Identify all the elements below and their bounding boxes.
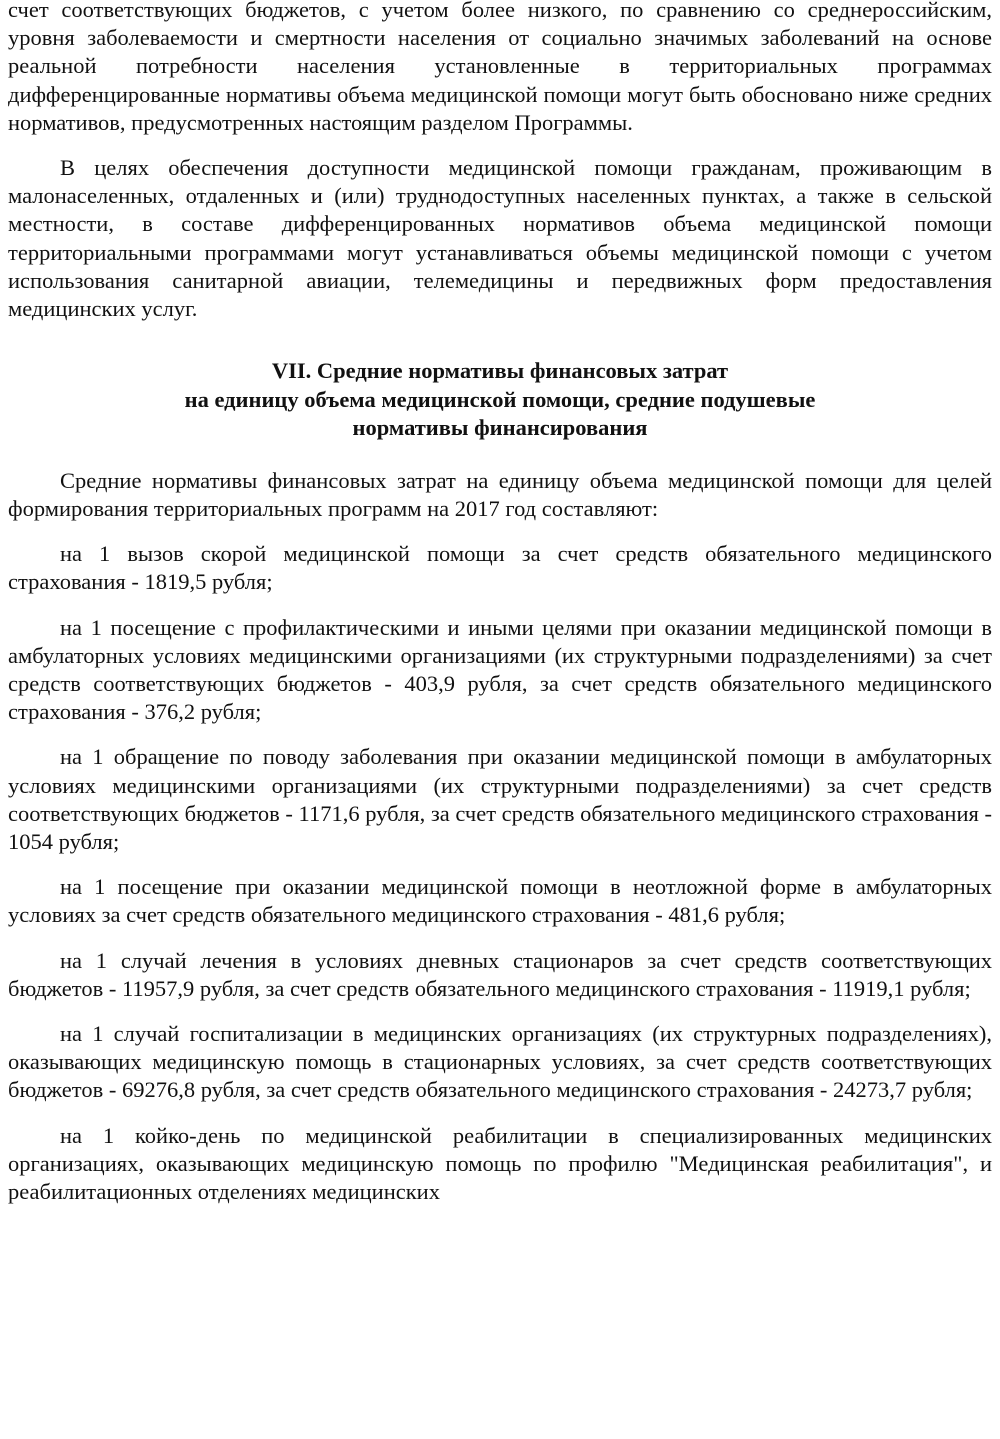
paragraph-hospitalization: на 1 случай госпитализации в медицинских организациях (их структурных подразделениях), оказывающих медицинскую помощь в стационарных условиях, за счет средств соответствующих бюджетов - 69276,8 рубля, за счет средств обязательного медицинского страхования - 24273,7 рубля; xyxy=(8,1020,992,1103)
section-heading-line-2: на единицу объема медицинской помощи, средние подушевые xyxy=(184,386,816,412)
paragraph-intro: Средние нормативы финансовых затрат на единицу объема медицинской помощи для целей формирования территориальных программ на 2017 год составляют: xyxy=(8,467,992,521)
section-heading-line-3: нормативы финансирования xyxy=(352,415,648,441)
paragraph-remote-areas: В целях обеспечения доступности медицинской помощи гражданам, проживающим в малонаселенных, отдаленных и (или) труднодоступных населенных пунктах, а также в сельской местности, в составе дифференцированных нормативов объема медицинской помощи территориальными программами могут устанавливаться объемы медицинской помощи с учетом использования санитарной авиации, телемедицины и передвижных форм предоставления медицинских услуг. xyxy=(8,155,992,322)
paragraph-ambulance-call: на 1 вызов скорой медицинской помощи за счет средств обязательного медицинского страхования - 1819,5 рубля; xyxy=(8,541,992,595)
paragraph-preventive-visit: на 1 посещение с профилактическими и иными целями при оказании медицинской помощи в амбулаторных условиях медицинскими организациями (их структурными подразделениями) за счет средств соответствующих бюджетов - 403,9 рубля, за счет средств обязательного медицинского страхования - 376,2 рубля; xyxy=(8,614,992,725)
paragraph-rehabilitation-bed-day: на 1 койко-день по медицинской реабилитации в специализированных медицинских организациях, оказывающих медицинскую помощь по профилю "Медицинская реабилитация", и реабилитационных отделениях медицинских xyxy=(8,1122,992,1204)
paragraph-continuation: счет соответствующих бюджетов, с учетом более низкого, по сравнению со среднероссийским, уровня заболеваемости и смертности населения от социально значимых заболеваний на основе реальной потребности населения установленные в территориальных программах дифференцированные нормативы объема медицинской помощи могут быть обосновано ниже средних нормативов, предусмотренных настоящим разделом Программы. xyxy=(8,0,992,135)
paragraph-day-hospital: на 1 случай лечения в условиях дневных стационаров за счет средств соответствующих бюджетов - 11957,9 рубля, за счет средств обязательного медицинского страхования - 11919,1 рубля; xyxy=(8,947,992,1001)
paragraph-disease-appeal: на 1 обращение по поводу заболевания при оказании медицинской помощи в амбулаторных условиях медицинскими организациями (их структурными подразделениями) за счет средств соответствующих бюджетов - 1171,6 рубля, за счет средств обязательного медицинского страхования - 1054 рубля; xyxy=(8,744,992,854)
section-heading xyxy=(8,357,992,443)
document-page xyxy=(8,0,992,1206)
paragraph-urgent-visit: на 1 посещение при оказании медицинской помощи в неотложной форме в амбулаторных условиях за счет средств обязательного медицинского страхования - 481,6 рубля; xyxy=(8,874,992,928)
section-heading-line-1: VII. Средние нормативы финансовых затрат xyxy=(271,358,729,384)
